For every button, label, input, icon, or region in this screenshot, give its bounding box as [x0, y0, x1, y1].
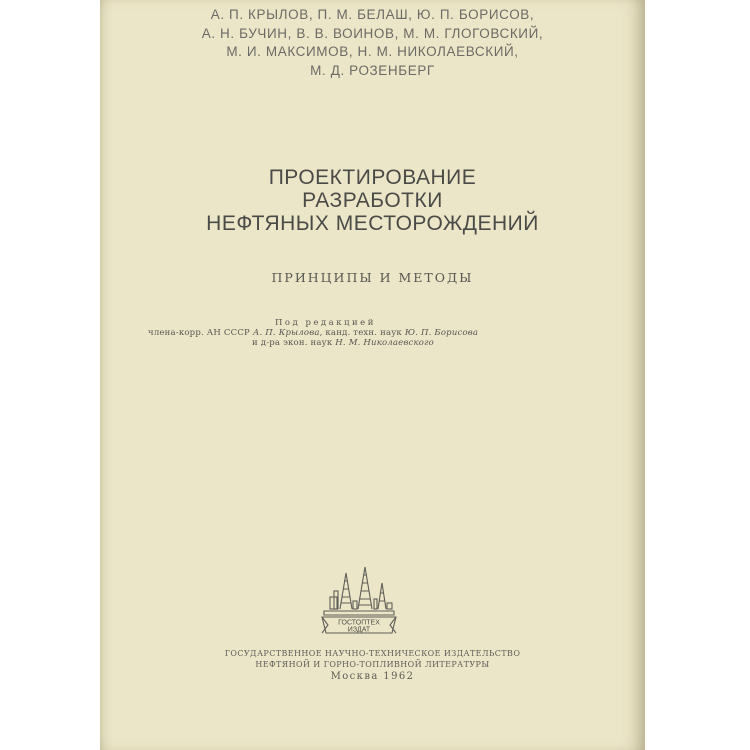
- book-subtitle: ПРИНЦИПЫ И МЕТОДЫ: [271, 270, 474, 285]
- book-title: [100, 166, 645, 235]
- city-year: Москва 1962: [330, 671, 415, 682]
- editor-name: А. П. Крылова,: [252, 328, 323, 338]
- author-line: А. П. КРЫЛОВ, П. М. БЕЛАШ, Ю. П. БОРИСОВ,: [210, 7, 535, 22]
- editorial-heading: Под редакцией: [275, 318, 376, 328]
- author-line: А. Н. БУЧИН, В. В. ВОИНОВ, М. М. ГЛОГОВСКИЙ,: [201, 25, 544, 41]
- publisher-line: НЕФТЯНОЙ И ГОРНО-ТОПЛИВНОЙ ЛИТЕРАТУРЫ: [255, 660, 490, 669]
- oil-derricks-logo-icon: [320, 565, 398, 641]
- editor-title: члена-корр. АН СССР: [148, 328, 250, 338]
- editorial-line-1: [148, 328, 478, 338]
- publisher-name: [100, 648, 645, 670]
- title-page: [100, 0, 645, 750]
- author-line: М. Д. РОЗЕНБЕРГ: [310, 62, 435, 78]
- editor-title: канд. техн. наук: [325, 328, 402, 338]
- logo-text-line-2: ИЗДАТ: [347, 626, 371, 634]
- publisher-line: ГОСУДАРСТВЕННОЕ НАУЧНО-ТЕХНИЧЕСКОЕ ИЗДАТЕЛЬСТВО: [224, 649, 521, 658]
- title-line: НЕФТЯНЫХ МЕСТОРОЖДЕНИЙ: [206, 212, 539, 235]
- logo-text-line-1: ГОСТОПТЕХ: [338, 619, 380, 627]
- title-line: РАЗРАБОТКИ: [302, 189, 443, 212]
- author-list: [100, 6, 645, 80]
- editorial-line-2: [252, 338, 434, 348]
- title-line: ПРОЕКТИРОВАНИЕ: [268, 166, 477, 189]
- editor-name: Н. М. Николаевского: [335, 338, 434, 348]
- editor-title: и д-ра экон. наук: [252, 338, 333, 348]
- author-line: М. И. МАКСИМОВ, Н. М. НИКОЛАЕВСКИЙ,: [226, 44, 519, 59]
- editor-name: Ю. П. Борисова: [404, 328, 479, 338]
